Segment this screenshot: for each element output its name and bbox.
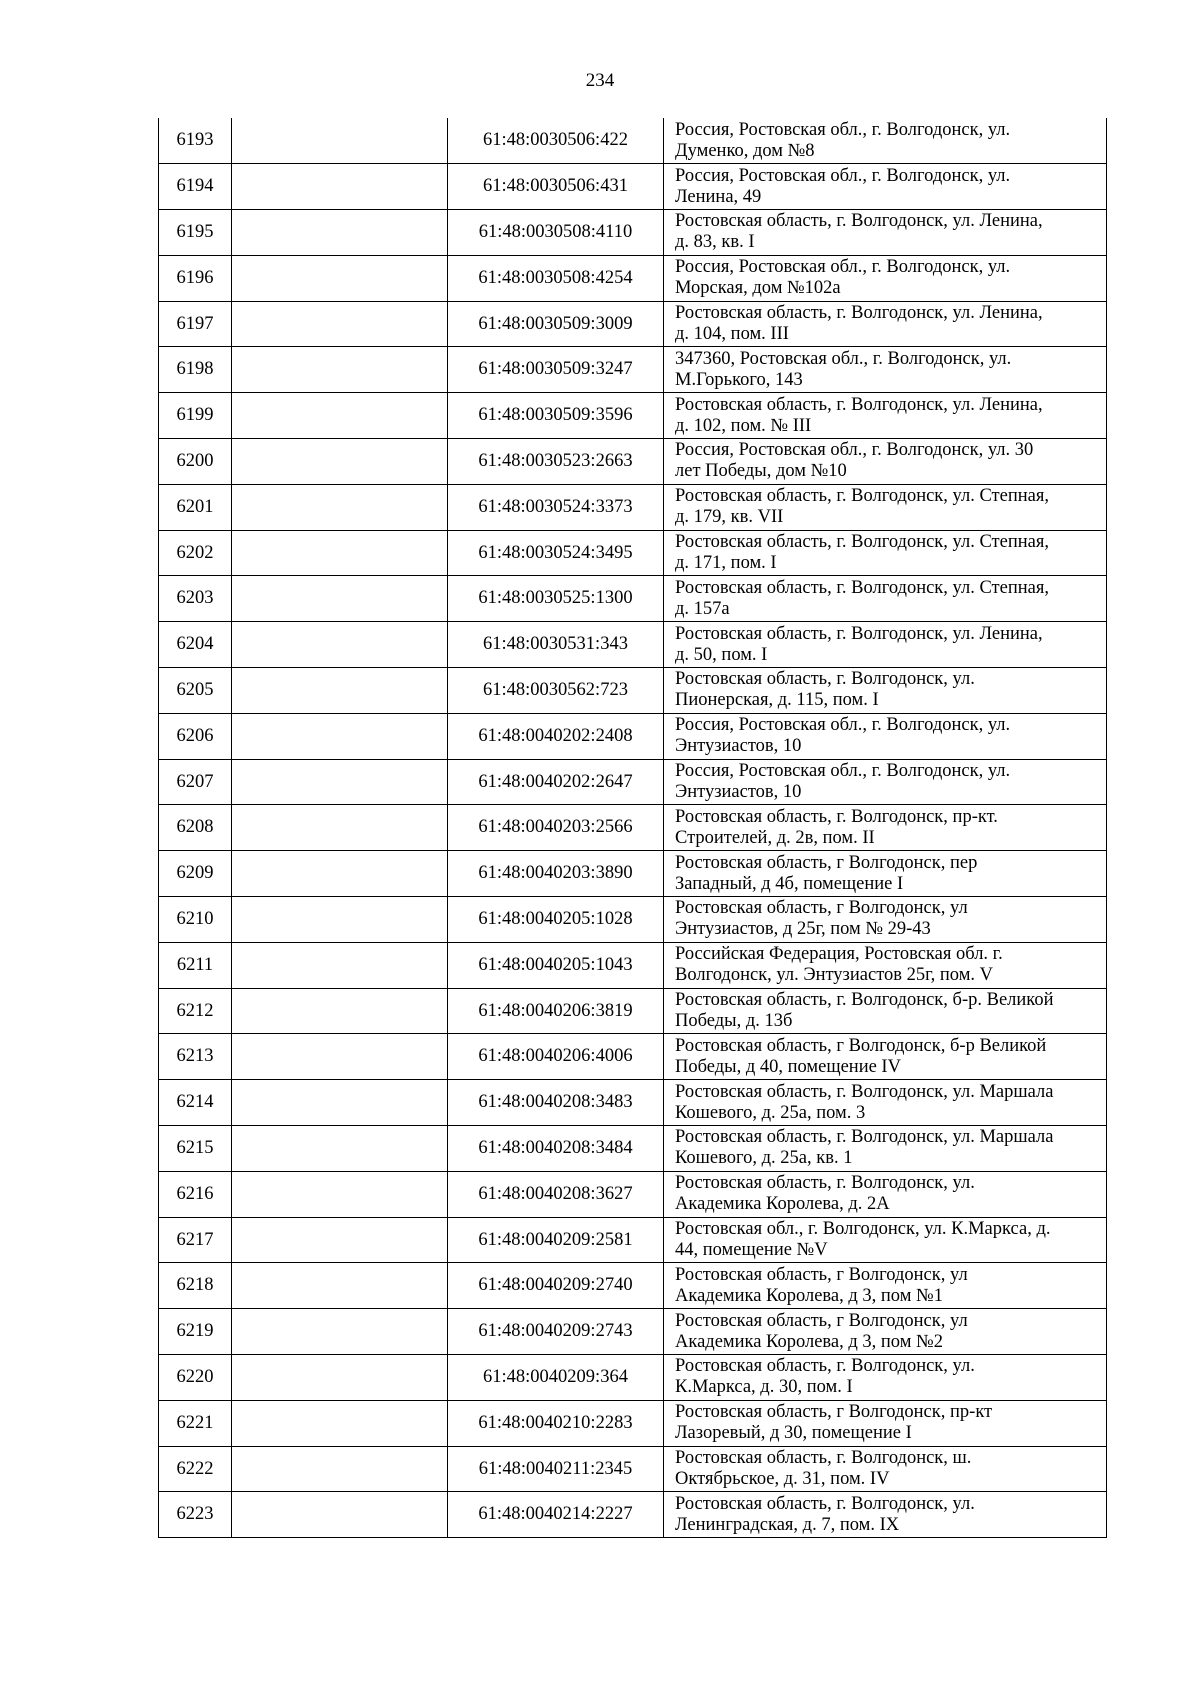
address-cell — [664, 393, 1107, 439]
table-row — [159, 1080, 1107, 1126]
table-row — [159, 851, 1107, 897]
address-line: д. 179, кв. VII — [675, 507, 784, 528]
address-cell — [664, 713, 1107, 759]
address-cell — [664, 530, 1107, 576]
row-number-cell: 6220 — [159, 1355, 232, 1401]
empty-cell — [232, 255, 448, 301]
empty-cell — [232, 1080, 448, 1126]
table-row — [159, 393, 1107, 439]
address-line: Ростовская область, г Волгодонск, ул — [675, 898, 968, 919]
address-cell — [664, 1309, 1107, 1355]
row-number-cell: 6207 — [159, 759, 232, 805]
row-number-cell: 6213 — [159, 1034, 232, 1080]
address-cell — [664, 942, 1107, 988]
row-number-cell: 6218 — [159, 1263, 232, 1309]
table-row — [159, 988, 1107, 1034]
address-cell — [664, 668, 1107, 714]
address-line: Волгодонск, ул. Энтузиастов 25г, пом. V — [675, 965, 994, 986]
table-row — [159, 347, 1107, 393]
cadastral-number-cell: 61:48:0040209:2581 — [448, 1217, 664, 1263]
empty-cell — [232, 1309, 448, 1355]
address-cell — [664, 1171, 1107, 1217]
property-registry-table — [158, 118, 1107, 1538]
address-line: Ростовская область, г. Волгодонск, ул. Степная, — [675, 486, 1050, 507]
address-cell — [664, 851, 1107, 897]
cadastral-number-cell: 61:48:0030531:343 — [448, 622, 664, 668]
address-cell — [664, 255, 1107, 301]
row-number-cell: 6200 — [159, 439, 232, 485]
row-number-cell: 6219 — [159, 1309, 232, 1355]
cadastral-number-cell: 61:48:0030509:3247 — [448, 347, 664, 393]
row-number-cell: 6214 — [159, 1080, 232, 1126]
row-number-cell: 6216 — [159, 1171, 232, 1217]
address-line: Октябрьское, д. 31, пом. IV — [675, 1469, 890, 1489]
table-row — [159, 1263, 1107, 1309]
cadastral-number-cell: 61:48:0030509:3009 — [448, 301, 664, 347]
empty-cell — [232, 805, 448, 851]
table-row — [159, 301, 1107, 347]
cadastral-number-cell: 61:48:0040203:2566 — [448, 805, 664, 851]
cadastral-number-cell: 61:48:0040211:2345 — [448, 1446, 664, 1492]
table-row — [159, 1309, 1107, 1355]
empty-cell — [232, 668, 448, 714]
address-line: Кошевого, д. 25а, пом. 3 — [675, 1102, 866, 1123]
empty-cell — [232, 1171, 448, 1217]
cadastral-number-cell: 61:48:0040210:2283 — [448, 1400, 664, 1446]
cadastral-number-cell: 61:48:0040205:1043 — [448, 942, 664, 988]
table-row — [159, 1217, 1107, 1263]
cadastral-number-cell: 61:48:0040202:2408 — [448, 713, 664, 759]
address-line: Ростовская область, г. Волгодонск, пр-кт. — [675, 806, 998, 827]
table-row — [159, 255, 1107, 301]
address-cell — [664, 164, 1107, 210]
table-row — [159, 576, 1107, 622]
row-number-cell: 6194 — [159, 164, 232, 210]
cadastral-number-cell: 61:48:0040208:3483 — [448, 1080, 664, 1126]
address-line: Ростовская область, г. Волгодонск, ул. Ленина, — [675, 211, 1043, 232]
address-line: Ростовская область, г. Волгодонск, б-р. Великой — [675, 990, 1054, 1011]
table-row — [159, 439, 1107, 485]
address-line: Россия, Ростовская обл., г. Волгодонск, ул. — [675, 761, 1011, 782]
table-row — [159, 942, 1107, 988]
table-row — [159, 1400, 1107, 1446]
address-line: Ленинградская, д. 7, пом. IX — [675, 1514, 900, 1535]
address-line: Ростовская область, г Волгодонск, ул — [675, 1264, 968, 1285]
row-number-cell: 6199 — [159, 393, 232, 439]
cadastral-number-cell: 61:48:0040202:2647 — [448, 759, 664, 805]
address-cell — [664, 759, 1107, 805]
address-line: Ростовская область, г Волгодонск, пр-кт — [675, 1402, 993, 1423]
address-line: К.Маркса, д. 30, пом. I — [675, 1377, 853, 1398]
address-line: Ростовская область, г Волгодонск, ул — [675, 1310, 968, 1331]
address-cell — [664, 484, 1107, 530]
cadastral-number-cell: 61:48:0030525:1300 — [448, 576, 664, 622]
table-row — [159, 668, 1107, 714]
address-cell — [664, 1126, 1107, 1172]
empty-cell — [232, 439, 448, 485]
address-line: Энтузиастов, 10 — [675, 782, 802, 803]
cadastral-number-cell: 61:48:0030508:4254 — [448, 255, 664, 301]
address-cell — [664, 118, 1107, 164]
address-line: Победы, д. 13б — [675, 1011, 793, 1032]
empty-cell — [232, 1355, 448, 1401]
address-line: д. 102, пом. № III — [675, 415, 812, 436]
row-number-cell: 6193 — [159, 118, 232, 164]
empty-cell — [232, 713, 448, 759]
address-cell — [664, 1400, 1107, 1446]
address-line: д. 104, пом. III — [675, 324, 789, 345]
row-number-cell: 6208 — [159, 805, 232, 851]
address-line: Россия, Ростовская обл., г. Волгодонск, ул. 30 — [675, 440, 1034, 461]
row-number-cell: 6204 — [159, 622, 232, 668]
address-line: Ростовская область, г. Волгодонск, ул. Степная, — [675, 532, 1050, 553]
address-line: лет Победы, дом №10 — [675, 461, 847, 482]
address-line: 44, помещение №V — [675, 1240, 828, 1261]
empty-cell — [232, 576, 448, 622]
cadastral-number-cell: 61:48:0040209:2740 — [448, 1263, 664, 1309]
empty-cell — [232, 1034, 448, 1080]
table-row — [159, 1034, 1107, 1080]
row-number-cell: 6197 — [159, 301, 232, 347]
address-cell — [664, 1446, 1107, 1492]
table-row — [159, 1492, 1107, 1538]
row-number-cell: 6211 — [159, 942, 232, 988]
empty-cell — [232, 301, 448, 347]
table-row — [159, 1171, 1107, 1217]
empty-cell — [232, 622, 448, 668]
address-line: Морская, дом №102а — [675, 278, 841, 299]
registry-table-body — [159, 118, 1107, 1538]
row-number-cell: 6198 — [159, 347, 232, 393]
address-line: Победы, д 40, помещение IV — [675, 1056, 901, 1077]
address-cell — [664, 622, 1107, 668]
empty-cell — [232, 210, 448, 256]
address-line: Академика Королева, д 3, пом №2 — [675, 1331, 943, 1352]
address-line: Ростовская область, г. Волгодонск, ш. — [675, 1448, 972, 1468]
empty-cell — [232, 942, 448, 988]
empty-cell — [232, 393, 448, 439]
address-cell — [664, 1034, 1107, 1080]
cadastral-number-cell: 61:48:0030562:723 — [448, 668, 664, 714]
address-line: Ростовская область, г. Волгодонск, ул. Маршала — [675, 1127, 1054, 1148]
address-cell — [664, 210, 1107, 256]
cadastral-number-cell: 61:48:0040209:364 — [448, 1355, 664, 1401]
address-line: Ростовская область, г. Волгодонск, ул. — [675, 1493, 975, 1514]
address-line: Строителей, д. 2в, пом. II — [675, 827, 875, 848]
address-line: д. 171, пом. I — [675, 553, 777, 574]
row-number-cell: 6221 — [159, 1400, 232, 1446]
cadastral-number-cell: 61:48:0040205:1028 — [448, 897, 664, 943]
table-row — [159, 530, 1107, 576]
address-line: Ленина, 49 — [675, 186, 762, 207]
empty-cell — [232, 851, 448, 897]
row-number-cell: 6195 — [159, 210, 232, 256]
empty-cell — [232, 1492, 448, 1538]
table-row — [159, 759, 1107, 805]
row-number-cell: 6222 — [159, 1446, 232, 1492]
address-cell — [664, 988, 1107, 1034]
address-line: Энтузиастов, 10 — [675, 736, 802, 757]
address-line: 347360, Ростовская обл., г. Волгодонск, ул. — [675, 348, 1012, 369]
table-row — [159, 1355, 1107, 1401]
address-cell — [664, 1355, 1107, 1401]
address-line: д. 83, кв. I — [675, 232, 755, 253]
empty-cell — [232, 1446, 448, 1492]
address-line: Ростовская область, г. Волгодонск, ул. Ленина, — [675, 623, 1043, 644]
address-cell — [664, 1080, 1107, 1126]
table-row — [159, 164, 1107, 210]
cadastral-number-cell: 61:48:0030506:431 — [448, 164, 664, 210]
address-line: Россия, Ростовская обл., г. Волгодонск, ул. — [675, 715, 1011, 736]
empty-cell — [232, 1400, 448, 1446]
address-line: Ростовская область, г. Волгодонск, ул. — [675, 669, 975, 690]
row-number-cell: 6212 — [159, 988, 232, 1034]
table-row — [159, 897, 1107, 943]
row-number-cell: 6203 — [159, 576, 232, 622]
table-row — [159, 805, 1107, 851]
table-row — [159, 484, 1107, 530]
address-cell — [664, 805, 1107, 851]
empty-cell — [232, 484, 448, 530]
empty-cell — [232, 118, 448, 164]
row-number-cell: 6196 — [159, 255, 232, 301]
cadastral-number-cell: 61:48:0040209:2743 — [448, 1309, 664, 1355]
address-line: Россия, Ростовская обл., г. Волгодонск, ул. — [675, 165, 1011, 186]
address-line: Ростовская обл., г. Волгодонск, ул. К.Маркса, д. — [675, 1219, 1051, 1240]
cadastral-number-cell: 61:48:0040206:3819 — [448, 988, 664, 1034]
cadastral-number-cell: 61:48:0040208:3627 — [448, 1171, 664, 1217]
empty-cell — [232, 759, 448, 805]
empty-cell — [232, 988, 448, 1034]
cadastral-number-cell: 61:48:0030508:4110 — [448, 210, 664, 256]
empty-cell — [232, 1217, 448, 1263]
row-number-cell: 6209 — [159, 851, 232, 897]
cadastral-number-cell: 61:48:0040214:2227 — [448, 1492, 664, 1538]
row-number-cell: 6206 — [159, 713, 232, 759]
empty-cell — [232, 1263, 448, 1309]
address-cell — [664, 301, 1107, 347]
address-line: Россия, Ростовская обл., г. Волгодонск, ул. — [675, 119, 1011, 140]
row-number-cell: 6217 — [159, 1217, 232, 1263]
address-cell — [664, 576, 1107, 622]
table-row — [159, 713, 1107, 759]
empty-cell — [232, 897, 448, 943]
address-line: Пионерская, д. 115, пом. I — [675, 690, 879, 711]
page-number: 234 — [585, 70, 615, 91]
address-line: д. 157а — [675, 598, 730, 619]
cadastral-number-cell: 61:48:0030524:3495 — [448, 530, 664, 576]
table-row — [159, 1126, 1107, 1172]
address-line: Ростовская область, г. Волгодонск, ул. — [675, 1356, 975, 1377]
cadastral-number-cell: 61:48:0040208:3484 — [448, 1126, 664, 1172]
address-line: Академика Королева, д 3, пом №1 — [675, 1285, 943, 1306]
cadastral-number-cell: 61:48:0030509:3596 — [448, 393, 664, 439]
row-number-cell: 6223 — [159, 1492, 232, 1538]
empty-cell — [232, 347, 448, 393]
table-row — [159, 118, 1107, 164]
table-row — [159, 622, 1107, 668]
cadastral-number-cell: 61:48:0040206:4006 — [448, 1034, 664, 1080]
table-row — [159, 210, 1107, 256]
address-line: М.Горького, 143 — [675, 369, 803, 390]
address-line: Ростовская область, г. Волгодонск, ул. Ленина, — [675, 303, 1043, 324]
address-line: Западный, д 4б, помещение I — [675, 873, 904, 894]
address-line: Кошевого, д. 25а, кв. 1 — [675, 1148, 853, 1169]
address-cell — [664, 439, 1107, 485]
empty-cell — [232, 530, 448, 576]
address-line: Российская Федерация, Ростовская обл. г. — [675, 944, 1003, 965]
cadastral-number-cell: 61:48:0030523:2663 — [448, 439, 664, 485]
row-number-cell: 6210 — [159, 897, 232, 943]
row-number-cell: 6215 — [159, 1126, 232, 1172]
empty-cell — [232, 164, 448, 210]
address-line: Ростовская область, г. Волгодонск, ул. — [675, 1173, 975, 1194]
address-line: Лазоревый, д 30, помещение I — [675, 1423, 912, 1444]
address-line: Ростовская область, г. Волгодонск, ул. Степная, — [675, 577, 1050, 598]
address-line: Энтузиастов, д 25г, пом № 29-43 — [675, 919, 931, 940]
row-number-cell: 6205 — [159, 668, 232, 714]
address-cell — [664, 1492, 1107, 1538]
address-line: Ростовская область, г Волгодонск, б-р Великой — [675, 1035, 1047, 1056]
address-line: Ростовская область, г. Волгодонск, ул. Маршала — [675, 1081, 1054, 1102]
empty-cell — [232, 1126, 448, 1172]
address-cell — [664, 897, 1107, 943]
row-number-cell: 6201 — [159, 484, 232, 530]
cadastral-number-cell: 61:48:0030524:3373 — [448, 484, 664, 530]
address-line: Академика Королева, д. 2А — [675, 1194, 890, 1215]
address-cell — [664, 1217, 1107, 1263]
address-line: Ростовская область, г. Волгодонск, ул. Ленина, — [675, 394, 1043, 415]
address-line: Россия, Ростовская обл., г. Волгодонск, ул. — [675, 257, 1011, 278]
cadastral-number-cell: 61:48:0040203:3890 — [448, 851, 664, 897]
row-number-cell: 6202 — [159, 530, 232, 576]
cadastral-number-cell: 61:48:0030506:422 — [448, 118, 664, 164]
address-cell — [664, 1263, 1107, 1309]
address-line: Ростовская область, г Волгодонск, пер — [675, 852, 978, 873]
table-row — [159, 1446, 1107, 1492]
address-line: Думенко, дом №8 — [675, 140, 815, 161]
address-line: д. 50, пом. I — [675, 644, 768, 665]
address-cell — [664, 347, 1107, 393]
